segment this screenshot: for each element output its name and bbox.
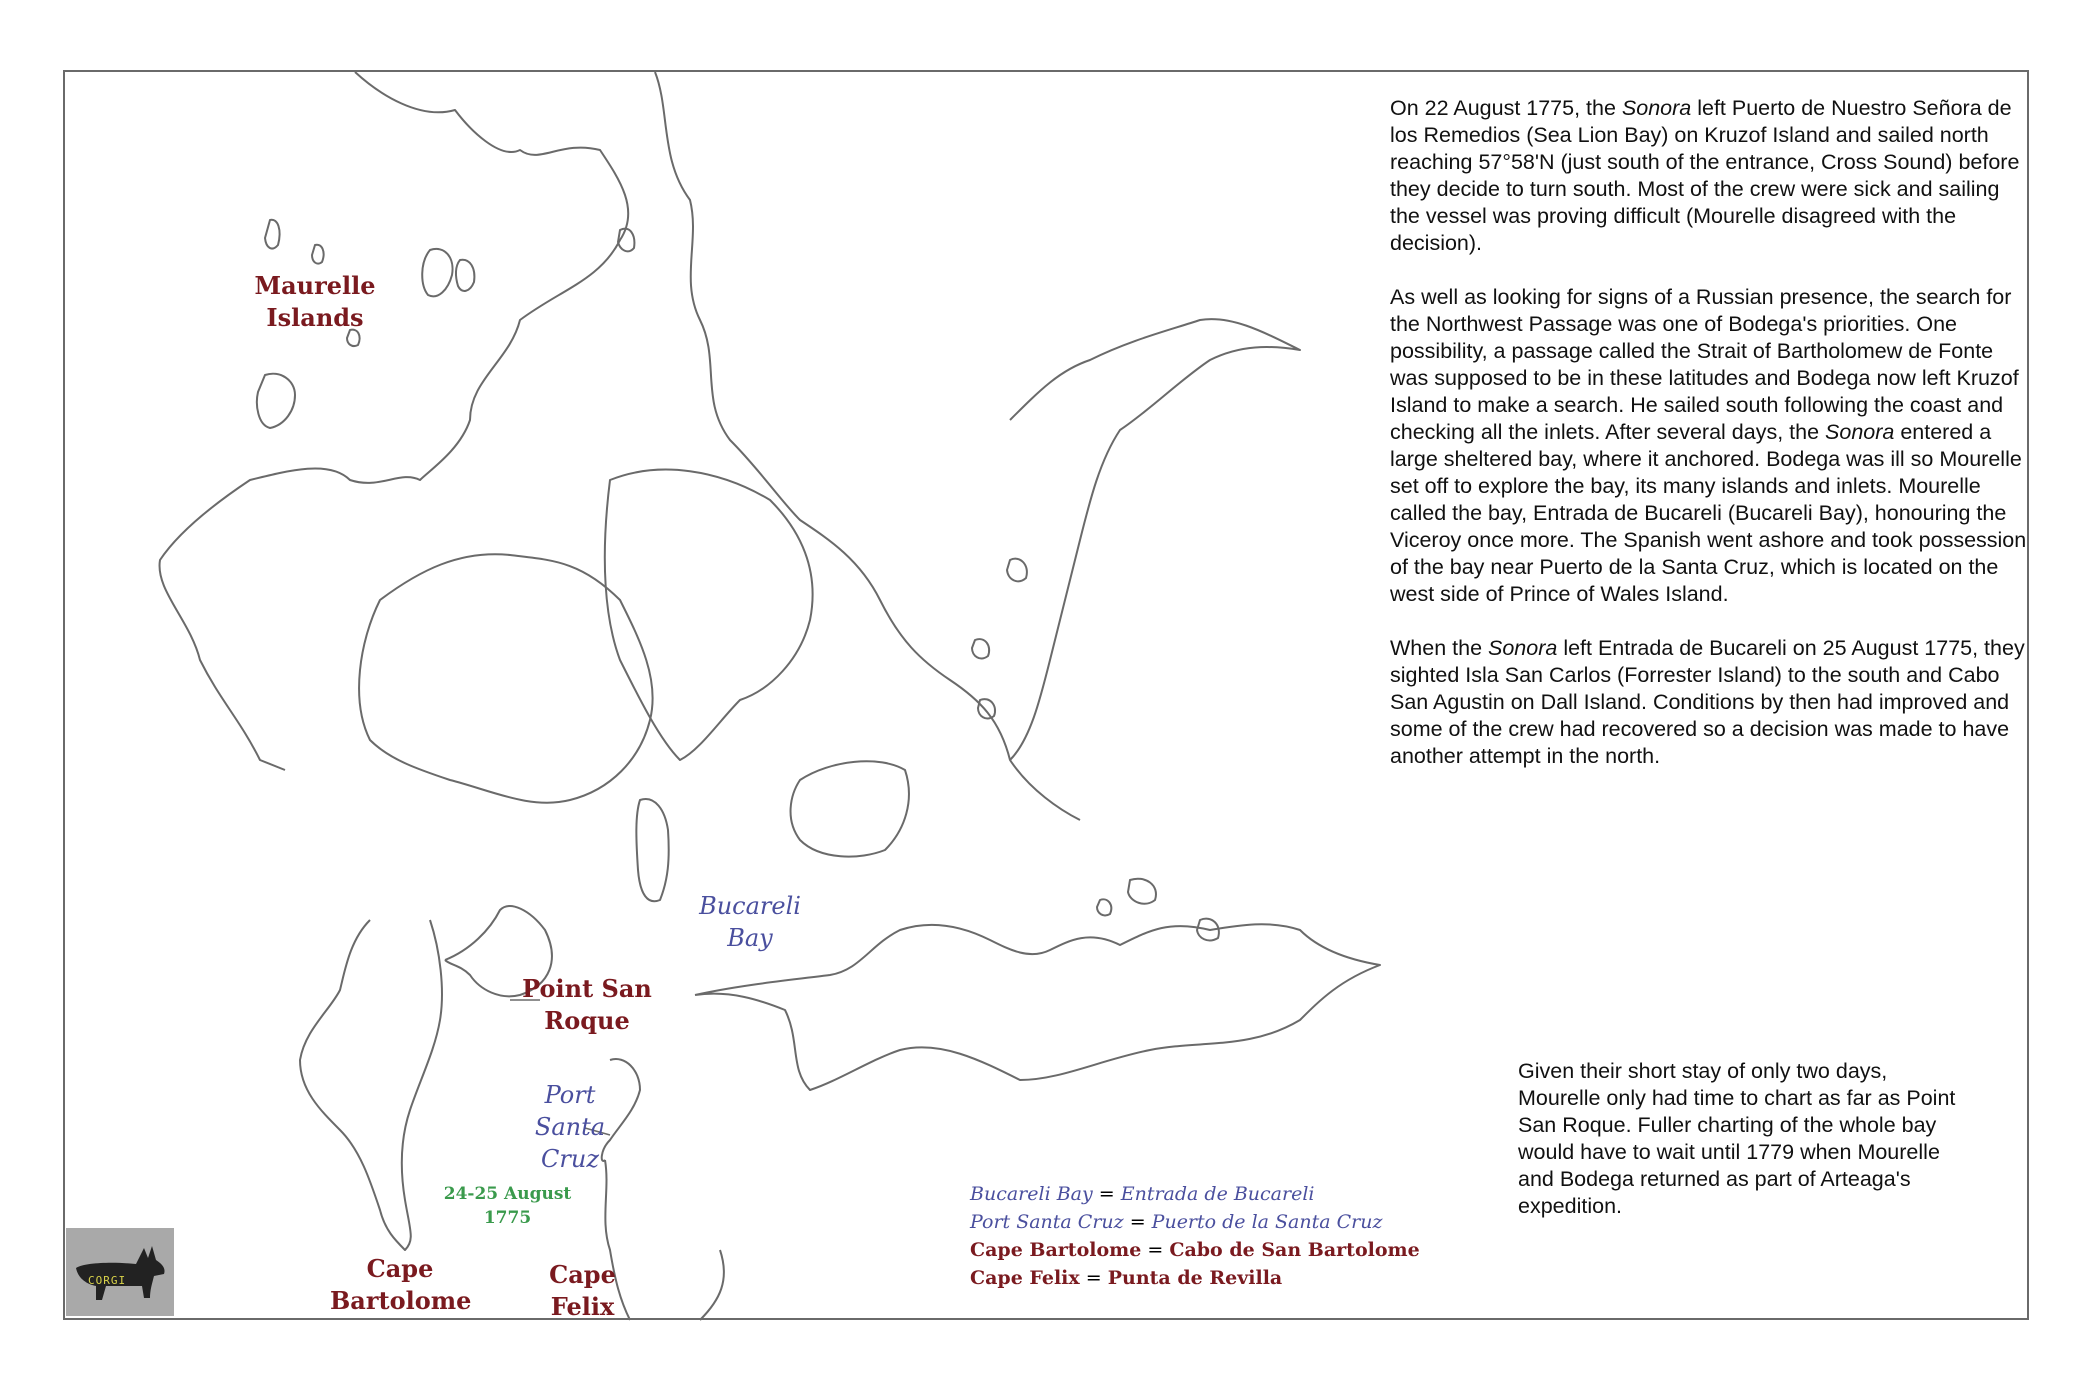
name-legend [970,1180,1420,1292]
legend-row: Bucareli Bay = Entrada de Bucareli [970,1183,1315,1205]
label-cape-felix: Cape Felix [549,1260,616,1321]
label-cape-bartolome: Cape Bartolome [330,1254,472,1315]
eastern-islets [972,559,1219,941]
label-bucareli-bay: Bucareli Bay [699,892,801,952]
label-port-santa-cruz: Port Santa Cruz [534,1081,606,1173]
coastline-east-arm [1010,319,1300,760]
island-small-oval [791,761,909,856]
coastline-northwest [160,72,629,770]
narrative-paragraph-2: As well as looking for signs of a Russian presence, the search for the Northwest Passage was one of Bodega's priorities. One possibility, a passage called the Strait of Bartholomew de Fonte was supposed to be in these latitudes and Bodega now left Kruzof Island to make a search. He sailed south following the coast and checking all the inlets. After several days, the Sonora entered a large sheltered bay, where it anchored. Bodega was ill so Mourelle set off to explore the bay, its many islands and inlets. Mourelle called the bay, Entrada de Bucareli (Bucareli Bay), honouring the Viceroy once more. The Spanish went ashore and took possession of the bay near Puerto de la Santa Cruz, which is located on the west side of Prince of Wales Island. [1390,285,2027,606]
label-maurelle-islands: Maurelle Islands [254,271,376,332]
narrative-paragraph-3: When the Sonora left Entrada de Bucareli on 25 August 1775, they sighted Isla San Carlos (Forrester Island) to the south and Cabo San Agustin on Dall Island. Conditions by then had improved and some of the crew had recovered so a decision was made to have another attempt in the north. [1390,636,2025,768]
corgi-logo [66,1228,174,1316]
narrative-paragraph-1: On 22 August 1775, the Sonora left Puerto de Nuestro Señora de los Remedios (Sea Lion Bay) on Kruzof Island and sailed north reaching 57°58'N (just south of the entrance, Cross Sound) before they decide to turn south. Most of the crew were sick and sailing the vessel was proving difficult (Mourelle disagreed with the decision). [1390,96,2020,255]
legend-row: Cape Bartolome = Cabo de San Bartolome [970,1239,1420,1261]
legend-row: Port Santa Cruz = Puerto de la Santa Cruz [970,1211,1383,1233]
narrative-paragraph-4: Given their short stay of only two days, Mourelle only had time to chart as far as Point San Roque. Fuller charting of the whole bay would have to wait until 1779 when Mourelle and Bodega returned as part of Arteaga's expedition. [1518,1059,1956,1218]
logo-text: CORGI [88,1274,127,1287]
corgi-dog-icon [66,1228,174,1316]
island-central-west [359,554,653,802]
island-central-east [605,470,813,760]
label-dates: 24-25 August 1775 [443,1184,572,1228]
island-narrow [636,799,668,901]
label-point-san-roque: Point San Roque [522,974,652,1035]
coastline-north [655,72,1080,820]
legend-row: Cape Felix = Punta de Revilla [970,1267,1283,1289]
coastline-southwest [300,920,442,1250]
narrative-main [1390,95,2030,797]
